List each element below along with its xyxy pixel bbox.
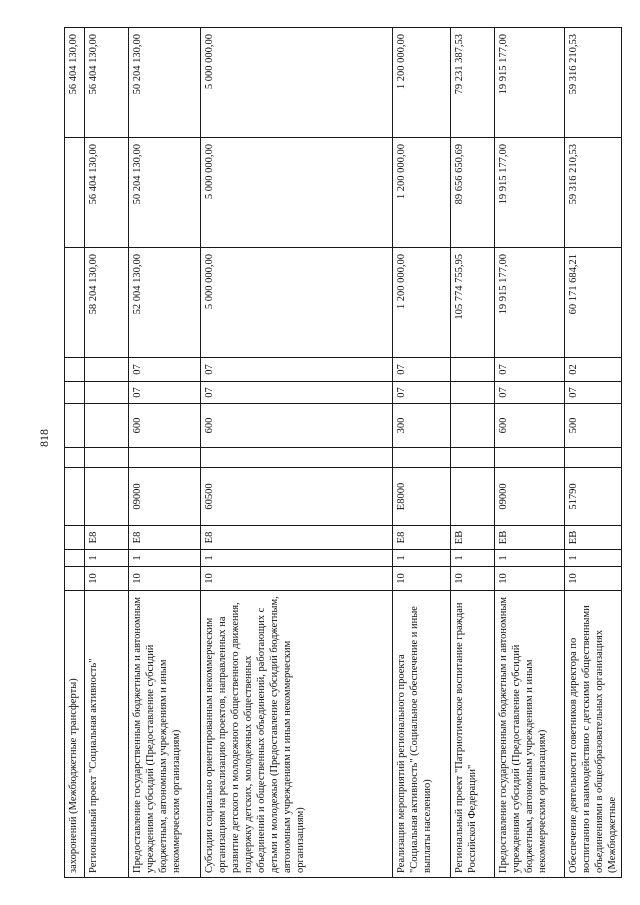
cell-ps: 07 [495,358,565,382]
cell-kcs3 [201,448,393,468]
table-row [495,28,565,878]
cell-kcs1: EB [451,526,495,550]
cell-amount-year3: 19 915 177,00 [495,28,565,138]
table-row [451,28,495,878]
table-body [65,28,622,878]
cell-amount-year1 [65,248,85,358]
cell-amount-year2: 50 204 130,00 [129,138,201,248]
cell-gr: 10 [451,567,495,591]
cell-amount-year3: 1 200 000,00 [393,28,451,138]
cell-vr: 300 [393,404,451,448]
cell-kcs3 [451,448,495,468]
row-name: Предоставление государственным бюджетным и автономным учреждениям субсидий (Предоставление субсидий бюджетным, автономным учреждениям и иным некоммерческим организациям) [495,591,565,878]
cell-amount-year2: 19 915 177,00 [495,138,565,248]
cell-rz [451,382,495,404]
budget-table [64,27,622,878]
cell-vr: 500 [565,404,622,448]
budget-table-container [64,28,618,878]
row-name: Региональный проект "Социальная активность" [85,591,129,878]
cell-pr: 1 [451,550,495,567]
row-name: Реализация мероприятий регионального проекта "Социальная активность" (Социальное обеспечение и иные выплаты населению) [393,591,451,878]
cell-rz: 07 [129,382,201,404]
cell-vr: 600 [201,404,393,448]
cell-kcs3 [495,448,565,468]
cell-kcs1: EB [495,526,565,550]
cell-rz: 07 [495,382,565,404]
cell-pr: 1 [201,550,393,567]
table-row [565,28,622,878]
cell-amount-year3: 79 231 387,53 [451,28,495,138]
cell-amount-year3: 56 404 130,00 [85,28,129,138]
row-name: Обеспечение деятельности советников директора по воспитанию и взаимодействию с детскими общественными объединениями в общеобразовательных организациях (Межбюджетные [565,591,622,878]
cell-pr: 1 [495,550,565,567]
cell-kcs2: 09000 [129,468,201,526]
cell-gr: 10 [393,567,451,591]
cell-vr: 600 [495,404,565,448]
cell-amount-year1: 58 204 130,00 [85,248,129,358]
cell-rz: 07 [201,382,393,404]
cell-amount-year2: 1 200 000,00 [393,138,451,248]
cell-amount-year3: 59 316 210,53 [565,28,622,138]
cell-amount-year1: 105 774 755,95 [451,248,495,358]
cell-amount-year3: 5 000 000,00 [201,28,393,138]
cell-vr [451,404,495,448]
cell-vr [85,404,129,448]
cell-gr: 10 [495,567,565,591]
cell-rz [85,382,129,404]
cell-ps: 07 [393,358,451,382]
cell-amount-year1: 5 000 000,00 [201,248,393,358]
cell-vr: 600 [129,404,201,448]
cell-rz: 07 [393,382,451,404]
cell-kcs1: E8 [129,526,201,550]
cell-kcs2: 51790 [565,468,622,526]
cell-amount-year2: 5 000 000,00 [201,138,393,248]
cell-amount-year2: 59 316 210,53 [565,138,622,248]
cell-ps: 07 [129,358,201,382]
cell-kcs2 [85,468,129,526]
cell-kcs2: 09000 [495,468,565,526]
table-row [393,28,451,878]
cell-rz: 07 [565,382,622,404]
cell-kcs2 [65,468,85,526]
cell-gr: 10 [201,567,393,591]
row-name: Субсидии социально ориентированным некоммерческим организациям на реализацию проектов, направленных на развитие детского и молодежного общественного движения, поддержку детских, молодежных общественных объединений и общественных объединений, работающих с детьми и молодежью (Предоставление субсидий бюджетным, автономным учреждениям и иным некоммерческим организациям) [201,591,393,878]
cell-kcs3 [85,448,129,468]
cell-amount-year3: 56 404 130,00 [65,28,85,138]
cell-kcs3 [129,448,201,468]
cell-kcs2 [451,468,495,526]
row-name: захоронений (Межбюджетные трансферты) [65,591,85,878]
row-name: Региональный проект "Патриотическое воспитание граждан Российской Федерации" [451,591,495,878]
table-row [201,28,393,878]
cell-pr: 1 [129,550,201,567]
cell-amount-year1: 19 915 177,00 [495,248,565,358]
cell-kcs3 [565,448,622,468]
cell-gr [65,567,85,591]
cell-ps [85,358,129,382]
cell-amount-year1: 60 171 684,21 [565,248,622,358]
cell-amount-year2 [65,138,85,248]
cell-kcs1: E8 [201,526,393,550]
cell-pr: 1 [393,550,451,567]
page-number: 818 [37,429,51,447]
cell-amount-year2: 56 404 130,00 [85,138,129,248]
cell-kcs1 [65,526,85,550]
cell-ps [451,358,495,382]
cell-vr [65,404,85,448]
cell-gr: 10 [129,567,201,591]
cell-ps: 07 [201,358,393,382]
cell-ps: 02 [565,358,622,382]
cell-gr: 10 [565,567,622,591]
cell-rz [65,382,85,404]
cell-kcs1: E8 [85,526,129,550]
cell-pr: 1 [565,550,622,567]
cell-kcs3 [393,448,451,468]
cell-amount-year2: 89 656 650,69 [451,138,495,248]
cell-amount-year3: 50 204 130,00 [129,28,201,138]
table-row [129,28,201,878]
table-row [65,28,85,878]
cell-kcs2: 60500 [201,468,393,526]
row-name: Предоставление государственным бюджетным и автономным учреждениям субсидий (Предоставление субсидий бюджетным, автономным учреждениям и иным некоммерческим организациям) [129,591,201,878]
cell-kcs1: E8 [393,526,451,550]
cell-pr [65,550,85,567]
cell-amount-year1: 52 004 130,00 [129,248,201,358]
cell-gr: 10 [85,567,129,591]
cell-pr: 1 [85,550,129,567]
cell-ps [65,358,85,382]
cell-amount-year1: 1 200 000,00 [393,248,451,358]
cell-kcs3 [65,448,85,468]
cell-kcs2: E8000 [393,468,451,526]
table-row [85,28,129,878]
cell-kcs1: EB [565,526,622,550]
